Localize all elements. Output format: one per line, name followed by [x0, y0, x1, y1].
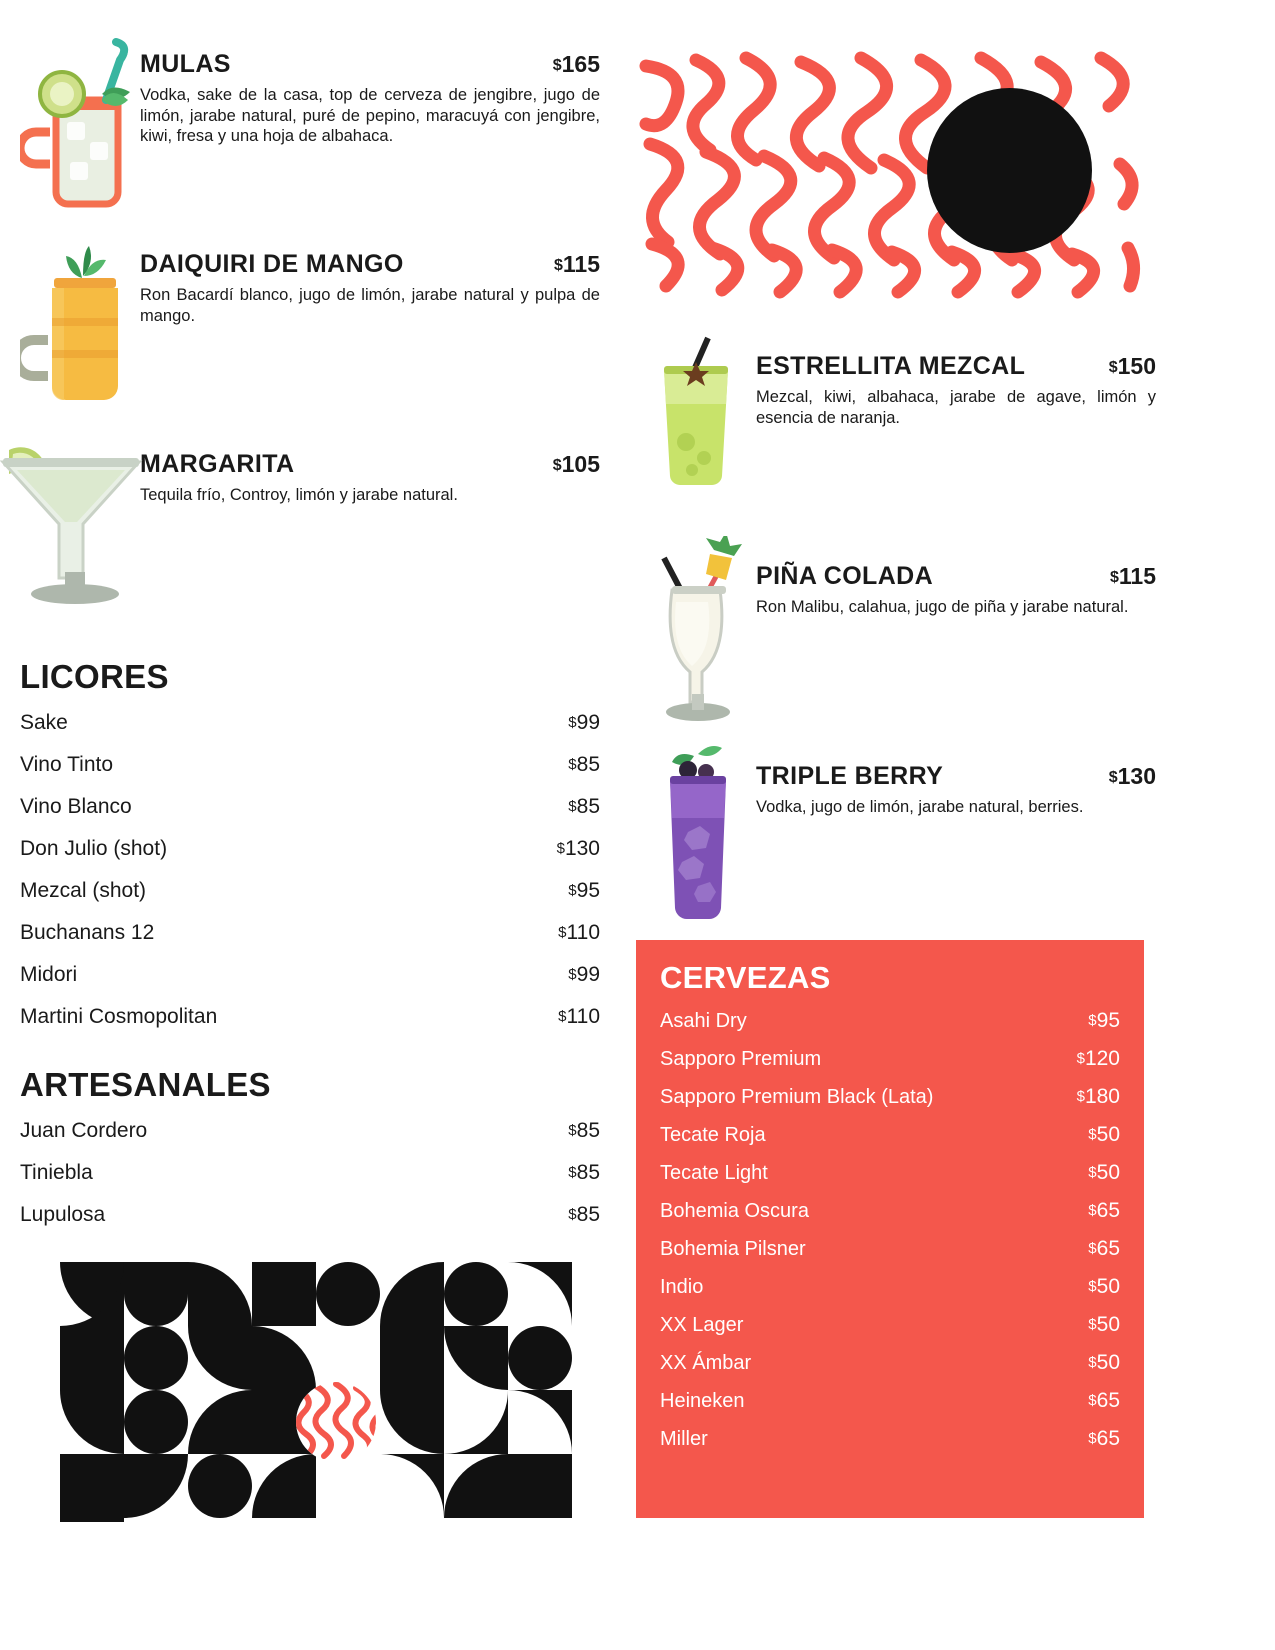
- black-geometric-half-circle-pattern: [60, 1262, 573, 1522]
- item-price: $65: [1088, 1199, 1120, 1222]
- cocktail-title-row: [140, 50, 600, 79]
- cocktail-item-pina-colada: [636, 536, 1156, 726]
- section-artesanales: [20, 1066, 600, 1236]
- item-name: Don Julio (shot): [20, 837, 168, 860]
- list-item: [660, 1420, 1120, 1458]
- cocktail-title-row: [140, 250, 600, 279]
- cocktail-item-estrellita-mezcal: [636, 330, 1156, 520]
- item-price: $65: [1088, 1427, 1120, 1450]
- item-price: $50: [1088, 1313, 1120, 1336]
- cocktail-title-row: [756, 762, 1156, 791]
- cocktail-name: MARGARITA: [140, 450, 295, 478]
- item-name: Juan Cordero: [20, 1119, 148, 1142]
- item-name: Bohemia Oscura: [660, 1200, 809, 1222]
- cocktail-title-row: [756, 352, 1156, 381]
- moscow-mule-mug-icon: [20, 22, 140, 212]
- cocktail-item-daiquiri-de-mango: [20, 222, 600, 412]
- list-item: [660, 1268, 1120, 1306]
- item-price: $50: [1088, 1161, 1120, 1184]
- item-name: Martini Cosmopolitan: [20, 1005, 218, 1028]
- item-price: $50: [1088, 1275, 1120, 1298]
- cocktail-price: $115: [553, 251, 600, 277]
- cocktail-item-mulas: [20, 22, 600, 212]
- item-price: $110: [558, 1005, 600, 1028]
- cocktail-price: $115: [1109, 563, 1156, 589]
- item-price: $99: [568, 711, 600, 734]
- cocktail-price: $150: [1108, 353, 1156, 379]
- list-item: [660, 1230, 1120, 1268]
- item-name: Midori: [20, 963, 78, 986]
- black-circle-decoration: [927, 88, 1092, 253]
- item-name: Vino Blanco: [20, 795, 132, 818]
- section-title-licores: LICORES: [20, 658, 169, 695]
- item-price: $85: [568, 1119, 600, 1142]
- list-item: [660, 1344, 1120, 1382]
- item-name: XX Ámbar: [660, 1352, 752, 1374]
- list-item: [20, 786, 600, 828]
- cocktail-info: [140, 22, 600, 147]
- cocktail-info: [140, 422, 600, 506]
- section-title-artesanales: ARTESANALES: [20, 1066, 271, 1103]
- cocktail-description: Ron Bacardí blanco, jugo de limón, jarabe natural y pulpa de mango.: [140, 286, 600, 325]
- item-name: Sapporo Premium Black (Lata): [660, 1086, 934, 1108]
- cocktail-description: Mezcal, kiwi, albahaca, jarabe de agave, limón y esencia de naranja.: [756, 388, 1156, 427]
- list-item: [20, 912, 600, 954]
- margarita-glass-icon: [20, 422, 140, 612]
- item-name: Vino Tinto: [20, 753, 114, 776]
- red-squiggle-pattern-banner: [636, 48, 1144, 303]
- item-name: Tecate Roja: [660, 1124, 766, 1146]
- cocktail-info: [756, 330, 1156, 428]
- item-name: Lupulosa: [20, 1203, 106, 1226]
- list-item: [660, 1002, 1120, 1040]
- list-item: [660, 1116, 1120, 1154]
- list-item: [660, 1192, 1120, 1230]
- item-price: $50: [1088, 1351, 1120, 1374]
- cocktail-name: PIÑA COLADA: [756, 562, 934, 590]
- list-item: [20, 1110, 600, 1152]
- cocktail-price: $105: [552, 451, 600, 477]
- cocktail-name: ESTRELLITA MEZCAL: [756, 352, 1026, 380]
- item-name: Asahi Dry: [660, 1010, 747, 1032]
- list-item: [660, 1040, 1120, 1078]
- item-name: Bohemia Pilsner: [660, 1238, 806, 1260]
- cocktail-name: DAIQUIRI DE MANGO: [140, 250, 404, 278]
- item-name: Mezcal (shot): [20, 879, 147, 902]
- item-name: Tiniebla: [20, 1161, 93, 1184]
- item-name: XX Lager: [660, 1314, 744, 1336]
- cocktail-name: MULAS: [140, 50, 231, 78]
- item-price: $110: [558, 921, 600, 944]
- section-cervezas: [636, 940, 1144, 1518]
- item-price: $95: [568, 879, 600, 902]
- item-name: Sapporo Premium: [660, 1048, 822, 1070]
- hurricane-glass-icon: [636, 536, 756, 726]
- cocktail-info: [756, 536, 1156, 618]
- item-price: $50: [1088, 1123, 1120, 1146]
- item-price: $65: [1088, 1237, 1120, 1260]
- item-name: Miller: [660, 1428, 708, 1450]
- mason-jar-mug-icon: [20, 222, 140, 412]
- cocktail-info: [140, 222, 600, 326]
- cocktail-item-triple-berry: [636, 740, 1156, 930]
- item-price: $180: [1076, 1085, 1120, 1108]
- item-price: $99: [568, 963, 600, 986]
- list-item: [20, 744, 600, 786]
- collins-glass-icon: [636, 740, 756, 930]
- item-name: Heineken: [660, 1390, 745, 1412]
- cocktail-item-margarita: [20, 422, 600, 612]
- item-name: Buchanans 12: [20, 921, 155, 944]
- cocktail-description: Vodka, jugo de limón, jarabe natural, berries.: [756, 798, 1084, 816]
- item-name: Tecate Light: [660, 1162, 768, 1184]
- item-price: $85: [568, 753, 600, 776]
- item-price: $130: [556, 837, 600, 860]
- list-item: [20, 828, 600, 870]
- licores-list: [20, 702, 600, 1038]
- right-column: [636, 330, 1156, 940]
- cocktail-price: $130: [1108, 763, 1156, 789]
- list-item: [20, 954, 600, 996]
- item-name: Sake: [20, 711, 68, 734]
- item-price: $85: [568, 795, 600, 818]
- cocktail-description: Tequila frío, Controy, limón y jarabe natural.: [140, 486, 458, 504]
- highball-glass-icon: [636, 330, 756, 520]
- left-column: [20, 22, 600, 1236]
- list-item: [20, 702, 600, 744]
- list-item: [660, 1382, 1120, 1420]
- list-item: [20, 1194, 600, 1236]
- cocktail-name: TRIPLE BERRY: [756, 762, 944, 790]
- cocktail-title-row: [756, 562, 1156, 591]
- cocktail-price: $165: [552, 51, 600, 77]
- item-price: $85: [568, 1203, 600, 1226]
- list-item: [660, 1154, 1120, 1192]
- cocktail-description: Ron Malibu, calahua, jugo de piña y jarabe natural.: [756, 598, 1129, 616]
- item-price: $85: [568, 1161, 600, 1184]
- item-price: $95: [1088, 1009, 1120, 1032]
- item-name: Indio: [660, 1276, 704, 1298]
- cocktail-description: Vodka, sake de la casa, top de cerveza de jengibre, jugo de limón, jarabe natural, puré de pepino, maracuyá con jengibre, kiwi, fresa y una hoja de albahaca.: [140, 86, 600, 146]
- cocktail-title-row: [140, 450, 600, 479]
- list-item: [660, 1078, 1120, 1116]
- list-item: [20, 870, 600, 912]
- cocktail-info: [756, 740, 1156, 818]
- cervezas-list: [660, 1002, 1120, 1458]
- section-title-cervezas: CERVEZAS: [660, 960, 831, 995]
- list-item: [20, 996, 600, 1038]
- list-item: [20, 1152, 600, 1194]
- list-item: [660, 1306, 1120, 1344]
- item-price: $65: [1088, 1389, 1120, 1412]
- artesanales-list: [20, 1110, 600, 1236]
- item-price: $120: [1076, 1047, 1120, 1070]
- section-licores: [20, 658, 600, 1038]
